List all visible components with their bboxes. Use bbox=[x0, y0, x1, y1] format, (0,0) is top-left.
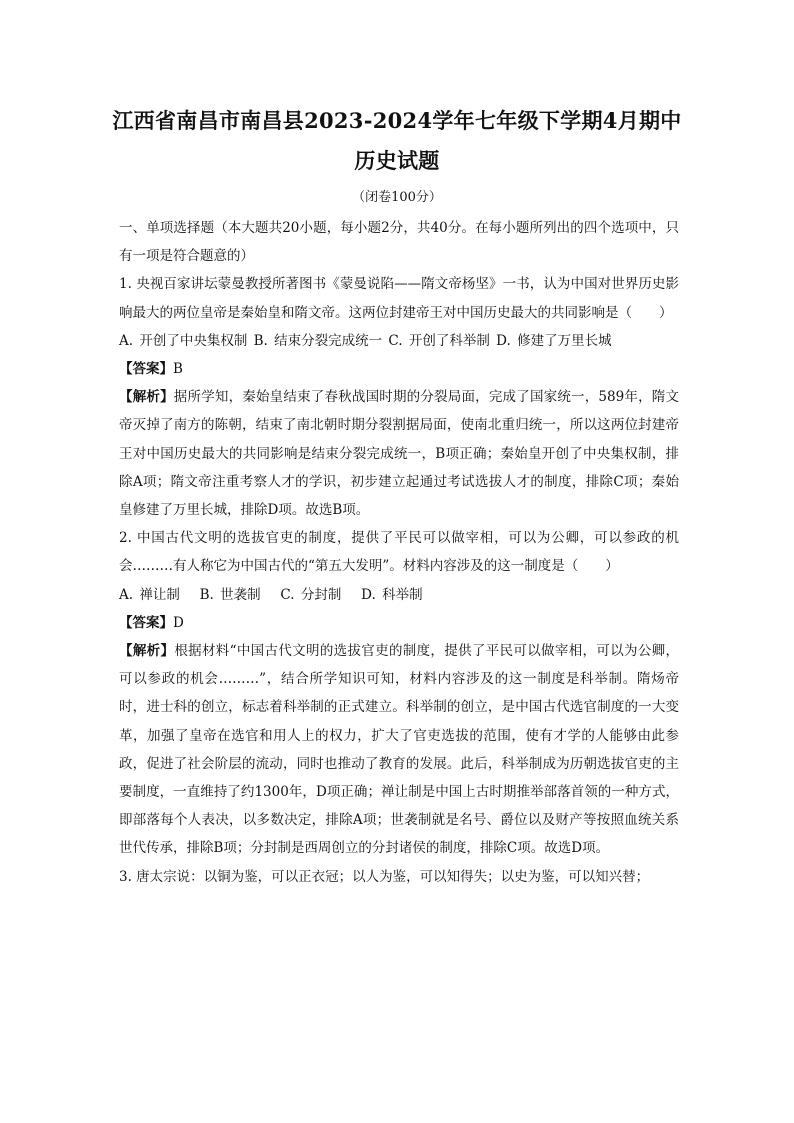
analysis-text: 据所学知，秦始皇结束了春秋战国时期的分裂局面，完成了国家统一，589年，隋文帝灭掉了南方的陈朝，结束了南北朝时期分裂割据局面，使南北重归统一，所以这两位封建帝王对中国历史最大的共同影响是结束分裂完成统一，B项正确；秦始皇开创了中央集权制，排除A项；隋文帝注重考察人才的学识，初步建立起通过考试选拔人才的制度，排除C项；秦始皇修建了万里长城，排除D项。故选B项。 bbox=[119, 389, 679, 519]
answer-line bbox=[119, 609, 679, 637]
analysis-tag: 【解析】 bbox=[119, 389, 174, 406]
question-options: A. 开创了中央集权制 B. 结束分裂完成统一 C. 开创了科举制 D. 修建了万里长城 bbox=[119, 332, 612, 349]
analysis-paragraph bbox=[119, 383, 679, 524]
analysis-paragraph bbox=[119, 637, 679, 863]
answer-value: D bbox=[173, 614, 184, 631]
question-2 bbox=[119, 524, 679, 862]
analysis-tag: 【解析】 bbox=[119, 643, 175, 660]
section-heading: 一、单项选择题（本大题共20小题，每小题2分，共40分。在每小题所列出的四个选项中，只有一项是符合题意的） bbox=[119, 220, 679, 265]
analysis-text: 根据材料“中国古代文明的选拔官吏的制度，提供了平民可以做宰相，可以为公卿，可以参政的机会………”，结合所学知识可知，材料内容涉及的这一制度是科举制。隋炀帝时，进士科的创立，标志着科举制的正式建立。科举制的创立，是中国古代选官制度的一大变革，加强了皇帝在选官和用人上的权力，扩大了官吏选拔的范围，使有才学的人能够由此参政，促进了社会阶层的流动，同时也推动了教育的发展。此后，科举制成为历朝选拔官吏的主要制度，一直维持了约1300年，D项正确；禅让制是中国上古时期推举部落首领的一种方式，即部落每个人表决，以多数决定，排除A项；世袭制就是名号、爵位以及财产等按照血统关系世代传承，排除B项；分封制是西周创立的分封诸侯的制度，排除C项。故选D项。 bbox=[119, 643, 679, 857]
question-stem: 2. 中国古代文明的选拔官吏的制度，提供了平民可以做宰相，可以为公卿，可以参政的机会………有人称它为中国古代的“第五大发明”。材料内容涉及的这一制度是（ ） bbox=[119, 530, 679, 575]
question-3 bbox=[119, 863, 679, 891]
question-stem: 3. 唐太宗说：以铜为鉴，可以正衣冠；以人为鉴，可以知得失；以史为鉴，可以知兴替； bbox=[119, 868, 650, 885]
document-title-line-2: 历史试题 bbox=[354, 148, 440, 173]
exam-subtitle: （闭卷100分） bbox=[352, 190, 442, 205]
exam-content bbox=[119, 214, 679, 891]
document-title-line-1: 江西省南昌市南昌县2023-2024学年七年级下学期4月期中 bbox=[112, 108, 682, 133]
question-1 bbox=[119, 270, 679, 524]
answer-line bbox=[119, 355, 679, 383]
question-stem: 1. 央视百家讲坛蒙曼教授所著图书《蒙曼说陷——隋文帝杨坚》一书，认为中国对世界历史影响最大的两位皇帝是秦始皇和隋文帝。这两位封建帝王对中国历史最大的共同影响是（ ） bbox=[119, 276, 679, 321]
answer-tag: 【答案】 bbox=[119, 614, 173, 631]
answer-value: B bbox=[173, 361, 183, 378]
answer-tag: 【答案】 bbox=[119, 361, 173, 378]
question-options: A. 禅让制 B. 世袭制 C. 分封制 D. 科举制 bbox=[119, 586, 423, 603]
